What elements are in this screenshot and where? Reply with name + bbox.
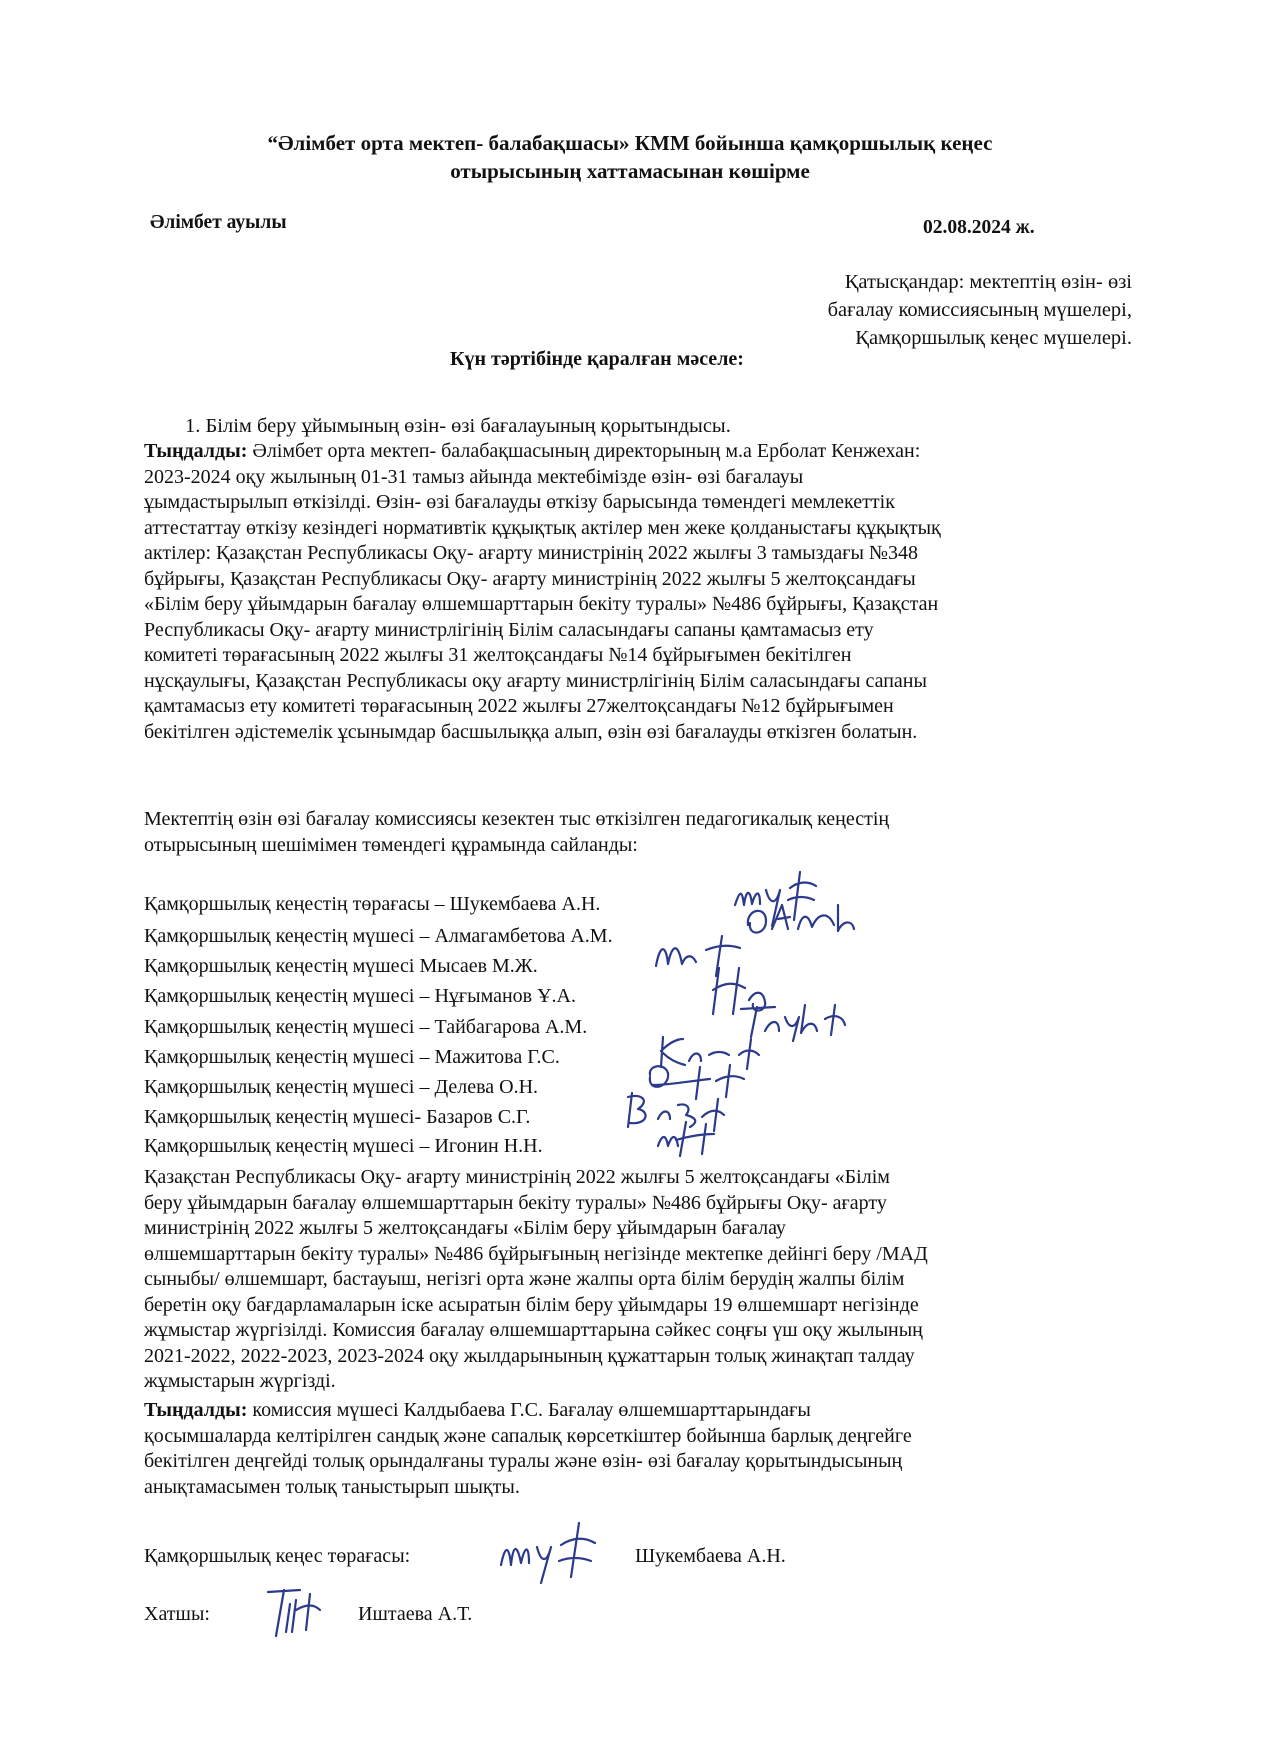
paragraph-line: Қазақстан Республикасы Оқу- ағарту министрінің 2022 жылғы 5 желтоқсандағы «Білім — [144, 1166, 890, 1188]
signature-member — [650, 1112, 750, 1162]
heard-label: Тыңдалды: — [144, 1399, 248, 1421]
paragraph-line: бекітілген деңгейді толық орындалғаны туралы және өзін- өзі бағалау қорытындысының — [144, 1450, 903, 1472]
paragraph-line: анықтамасымен толық таныстырып шықты. — [144, 1475, 520, 1498]
paragraph-line: ұымдастырылып өткізілді. Өзін- өзі бағалауды өткізу барысында төмендегі мемлекеттік — [144, 491, 895, 513]
paragraph-line: беру ұйымдарын бағалау өлшемшарттарын бекіту туралы» №486 бұйрығы Оқу- ағарту — [144, 1191, 887, 1214]
member-line: Қамқоршылық кеңестің мүшесі – Игонин Н.Н. — [144, 1135, 543, 1157]
participants-block — [828, 268, 1132, 352]
member-line: Қамқоршылық кеңестің мүшесі – Делева О.Н. — [144, 1076, 539, 1098]
paragraph-line: «Білім беру ұйымдарын бағалау өлшемшарттарын бекіту туралы» №486 бұйрығы, Қазақстан — [144, 593, 939, 615]
paragraph-line: сыныбы/ өлшемшарт, бастауыш, негізгі орта және жалпы орта білім берудің жалпы білім — [144, 1268, 905, 1290]
chair-signoff-name: Шукембаева А.Н. — [635, 1545, 786, 1567]
document-date: 02.08.2024 ж. — [923, 217, 1035, 238]
paragraph-line: бекітілген әдістемелік ұсынымдар басшылыққа алып, өзін өзі бағалауды өткізген болатын. — [144, 720, 918, 743]
document-place: Әлімбет ауылы — [150, 212, 287, 233]
paragraph-line: Республикасы Оқу- ағарту министрлігінің Білім саласындағы сапаны қамтамасыз ету — [144, 618, 874, 641]
heard-label: Тыңдалды: — [144, 440, 248, 462]
paragraph-line: бұйрығы, Қазақстан Республикасы Оқу- ағарту министрінің 2022 жылғы 5 желтоқсандағы — [144, 567, 916, 590]
paragraph-line: Мектептің өзін өзі бағалау комиссиясы кезектен тыс өткізілген педагогикалық кеңестің — [144, 808, 890, 830]
member-line: Қамқоршылық кеңестің мүшесі- Базаров С.Г. — [144, 1106, 531, 1128]
participants-line: Қатысқандар: мектептің өзін- өзі — [844, 271, 1132, 293]
member-line: Қамқоршылық кеңестің мүшесі – Мажитова Г.С. — [144, 1046, 560, 1068]
paragraph-line: нұсқаулығы, Қазақстан Республикасы оқу ағарту министрлігінің Білім саласындағы сапаны — [144, 669, 927, 692]
signature-secretary — [260, 1580, 340, 1640]
secretary-signoff-label: Хатшы: — [144, 1603, 210, 1625]
member-line: Қамқоршылық кеңестің мүшесі – Алмагамбетова А.М. — [144, 925, 613, 947]
participants-line: Қамқоршылық кеңес мүшелері. — [855, 327, 1132, 349]
agenda-item: 1. Білім беру ұйымының өзін- өзі бағалауының қорытындысы. — [185, 415, 731, 437]
ministry-paragraph — [144, 1165, 928, 1395]
signature-chair-signoff — [495, 1515, 635, 1585]
secretary-signoff-name: Иштаева А.Т. — [358, 1603, 473, 1625]
member-line: Қамқоршылық кеңестің мүшесі – Тайбагарова А.М. — [144, 1016, 588, 1038]
paragraph-line: аттестаттау өткізу кезіндегі нормативтік құқықтық актілер мен жеке қолданыстағы құқықтық — [144, 516, 941, 539]
paragraph-line: комиссия мүшесі Калдыбаева Г.С. Бағалау өлшемшарттарындағы — [247, 1399, 811, 1421]
paragraph-line: актілер: Қазақстан Республикасы Оқу- ағарту министрінің 2022 жылғы 3 тамыздағы №348 — [144, 542, 918, 564]
commission-paragraph — [144, 807, 889, 858]
paragraph-line: өлшемшарттарын бекіту туралы» №486 бұйрығының негізінде мектепке дейінгі беру /МАД — [144, 1242, 928, 1265]
paragraph-line: жұмыстарын жүргізді. — [144, 1370, 336, 1392]
document-title-line-1: “Әлімбет орта мектеп- балабақшасы» КММ бойынша қамқоршылық кеңес — [267, 131, 993, 155]
paragraph-line: отырысының шешімімен төмендегі құрамында сайланды: — [144, 833, 638, 856]
paragraph-line: 2021-2022, 2022-2023, 2023-2024 оқу жылдарынының құжаттарын толық жинақтап талдау — [144, 1344, 915, 1367]
member-line: Қамқоршылық кеңестің мүшесі – Нұғыманов Ұ.А. — [144, 985, 576, 1007]
participants-line: бағалау комиссиясының мүшелері, — [827, 299, 1132, 321]
paragraph-line: беретін оқу бағдарламаларын іске асыратын білім беру ұйымдары 19 өлшемшарт негізінде — [144, 1293, 919, 1316]
member-line: Қамқоршылық кеңестің мүшесі Мысаев М.Ж. — [144, 955, 538, 977]
paragraph-line: қамтамасыз ету комитеті төрағасының 2022 жылғы 27желтоқсандағы №12 бұйрығымен — [144, 695, 894, 717]
paragraph-line: Әлімбет орта мектеп- балабақшасының директорының м.а Ерболат Кенжехан: — [247, 440, 921, 462]
paragraph-line: қосымшаларда келтірілген сандық және сапалық көрсеткіштер бойынша барлық деңгейге — [144, 1424, 912, 1447]
heard-paragraph-1 — [144, 439, 941, 745]
signature-member — [742, 895, 862, 945]
heard-paragraph-2 — [144, 1398, 912, 1500]
member-line: Қамқоршылық кеңестің төрағасы – Шукембаева А.Н. — [144, 893, 601, 915]
paragraph-line: жұмыстар жүргізілді. Комиссия бағалау өлшемшарттарына сәйкес соңғы үш оқу жылының — [144, 1319, 923, 1341]
paragraph-line: комитеті төрағасының 2022 жылғы 31 желтоқсандағы №14 бұйрығымен бекітілген — [144, 644, 852, 666]
paragraph-line: 2023-2024 оқу жылының 01-31 тамыз айында мектебімізде өзін- өзі бағалауы — [144, 465, 804, 488]
document-title-line-2: отырысының хаттамасынан көшірме — [450, 159, 810, 183]
agenda-title: Күн тәртібінде қаралған мәселе: — [450, 348, 744, 370]
chair-signoff-label: Қамқоршылық кеңес төрағасы: — [144, 1545, 411, 1567]
paragraph-line: министрінің 2022 жылғы 5 желтоқсандағы «Білім беру ұйымдарын бағалау — [144, 1217, 786, 1239]
